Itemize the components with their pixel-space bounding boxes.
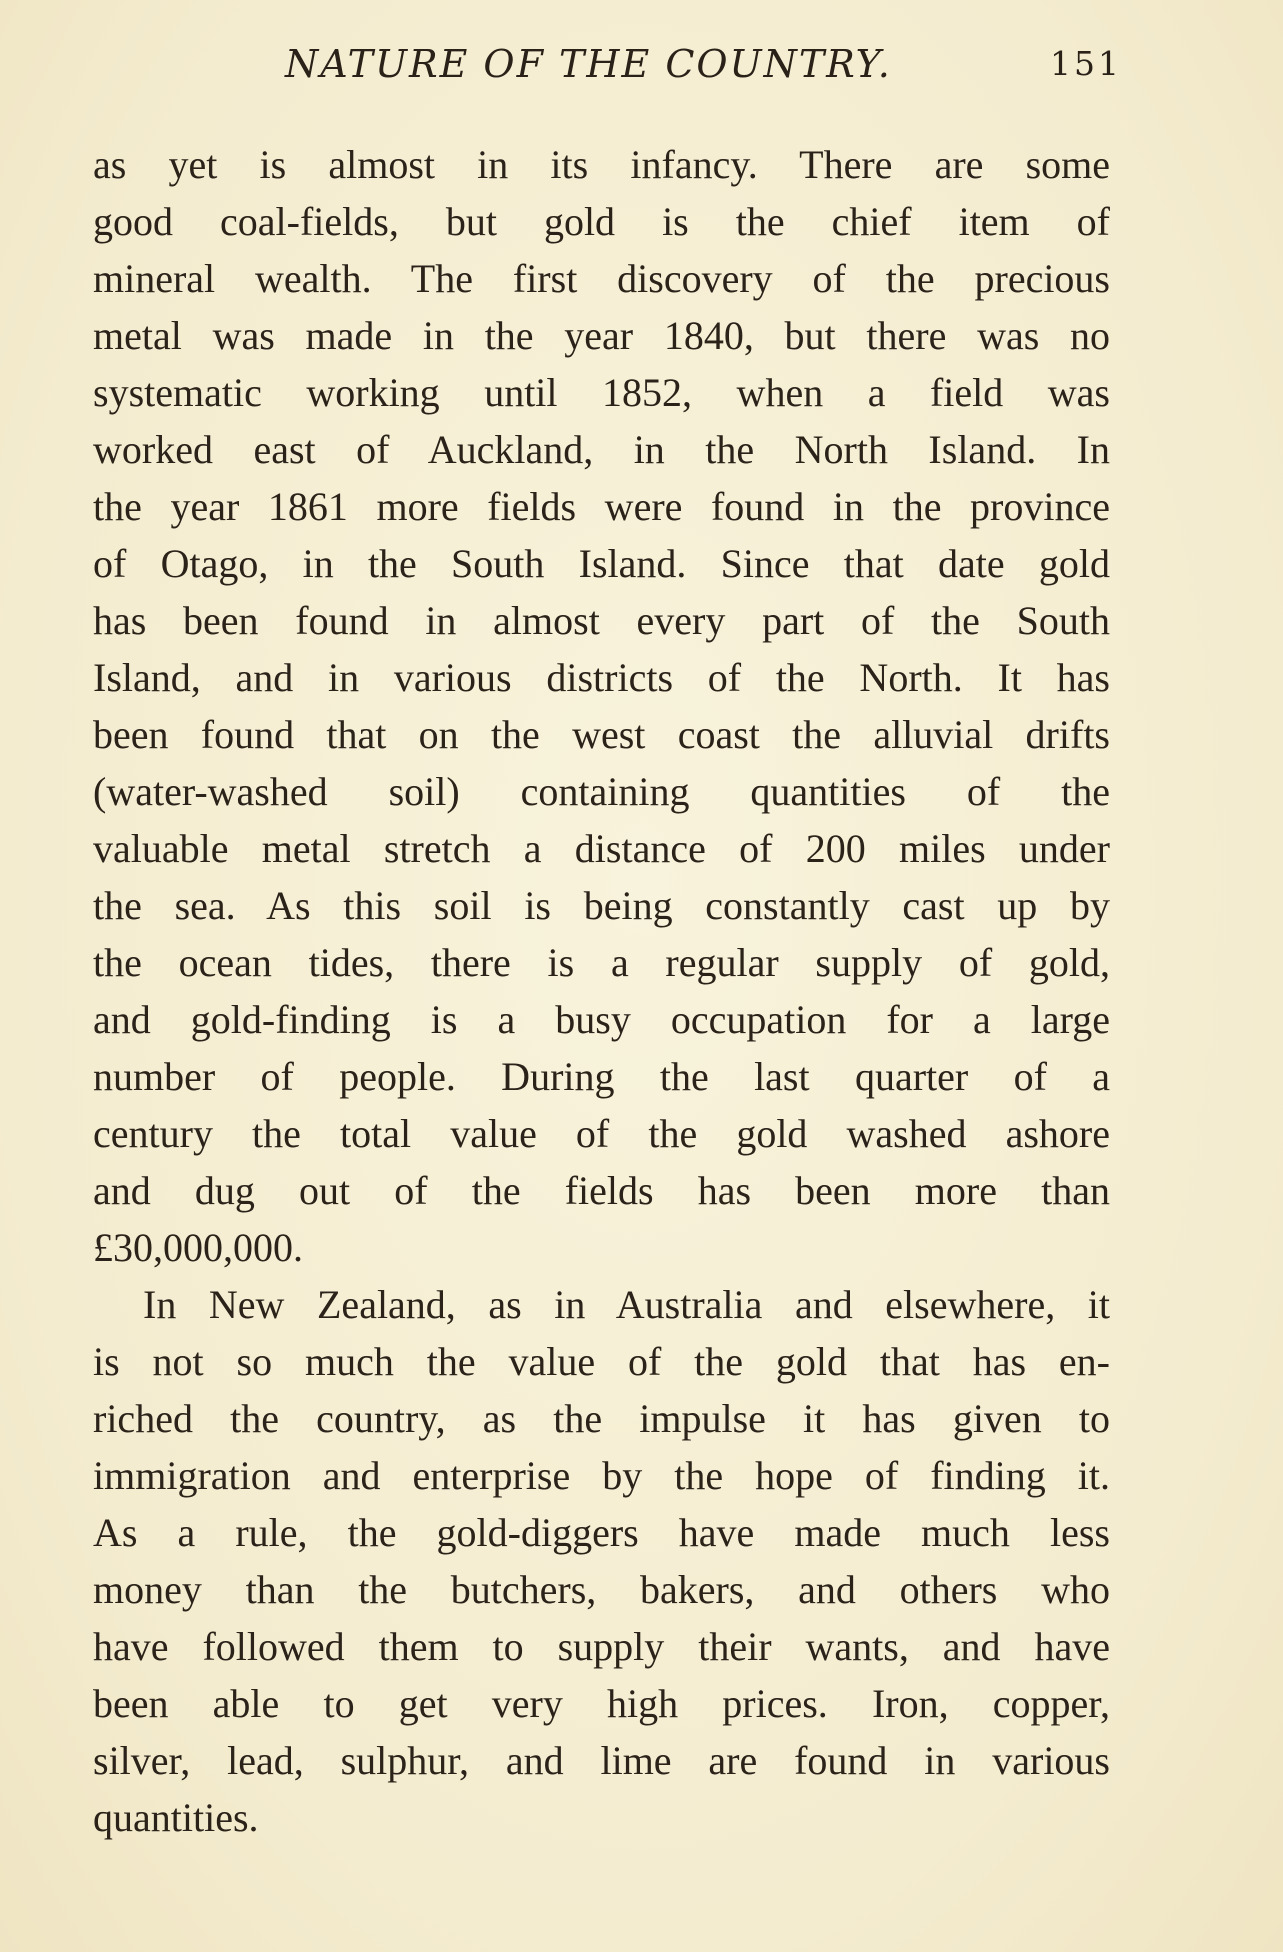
text-line: the year 1861 more fields were found in the province: [93, 484, 1110, 529]
text-line: (water-washed soil) containing quantities of the: [93, 769, 1110, 814]
text-line: metal was made in the year 1840, but there was no: [93, 313, 1110, 358]
text-line: been found that on the west coast the alluvial drifts: [93, 712, 1110, 757]
text-line: riched the country, as the impulse it has given to: [93, 1396, 1110, 1441]
text-line: has been found in almost every part of the South: [93, 598, 1110, 643]
text-line: money than the butchers, bakers, and others who: [93, 1567, 1110, 1612]
text-line: the sea. As this soil is being constantly cast up by: [93, 883, 1110, 928]
text-line: is not so much the value of the gold that has en-: [93, 1339, 1110, 1384]
text-line: mineral wealth. The first discovery of the precious: [93, 256, 1110, 301]
text-line: systematic working until 1852, when a field was: [93, 370, 1110, 415]
text-line: have followed them to supply their wants, and have: [93, 1624, 1110, 1669]
text-line: of Otago, in the South Island. Since that date gold: [93, 541, 1110, 586]
text-line: £30,000,000.: [93, 1225, 303, 1270]
text-line: quantities.: [93, 1795, 259, 1840]
text-line: good coal-fields, but gold is the chief item of: [93, 199, 1110, 244]
running-head: [0, 42, 1283, 92]
text-line: silver, lead, sulphur, and lime are found in various: [93, 1738, 1110, 1783]
text-line: worked east of Auckland, in the North Island. In: [93, 427, 1110, 472]
text-line: been able to get very high prices. Iron, copper,: [93, 1681, 1110, 1726]
text-line: and dug out of the fields has been more than: [93, 1168, 1110, 1213]
text-line: immigration and enterprise by the hope of finding it.: [93, 1453, 1110, 1498]
text-line: century the total value of the gold washed ashore: [93, 1111, 1110, 1156]
text-line: as yet is almost in its infancy. There are some: [93, 142, 1110, 187]
text-line: Island, and in various districts of the North. It has: [93, 655, 1110, 700]
text-line: number of people. During the last quarter of a: [93, 1054, 1110, 1099]
page-number: 151: [1050, 44, 1122, 83]
text-line: and gold-finding is a busy occupation for a large: [93, 997, 1110, 1042]
text-line: the ocean tides, there is a regular supply of gold,: [93, 940, 1110, 985]
text-line: valuable metal stretch a distance of 200 miles under: [93, 826, 1110, 871]
body-text: [93, 136, 1110, 1846]
text-line: As a rule, the gold-diggers have made much less: [93, 1510, 1110, 1555]
text-line: In New Zealand, as in Australia and elsewhere, it: [143, 1282, 1110, 1327]
running-title: NATURE OF THE COUNTRY.: [285, 42, 892, 86]
